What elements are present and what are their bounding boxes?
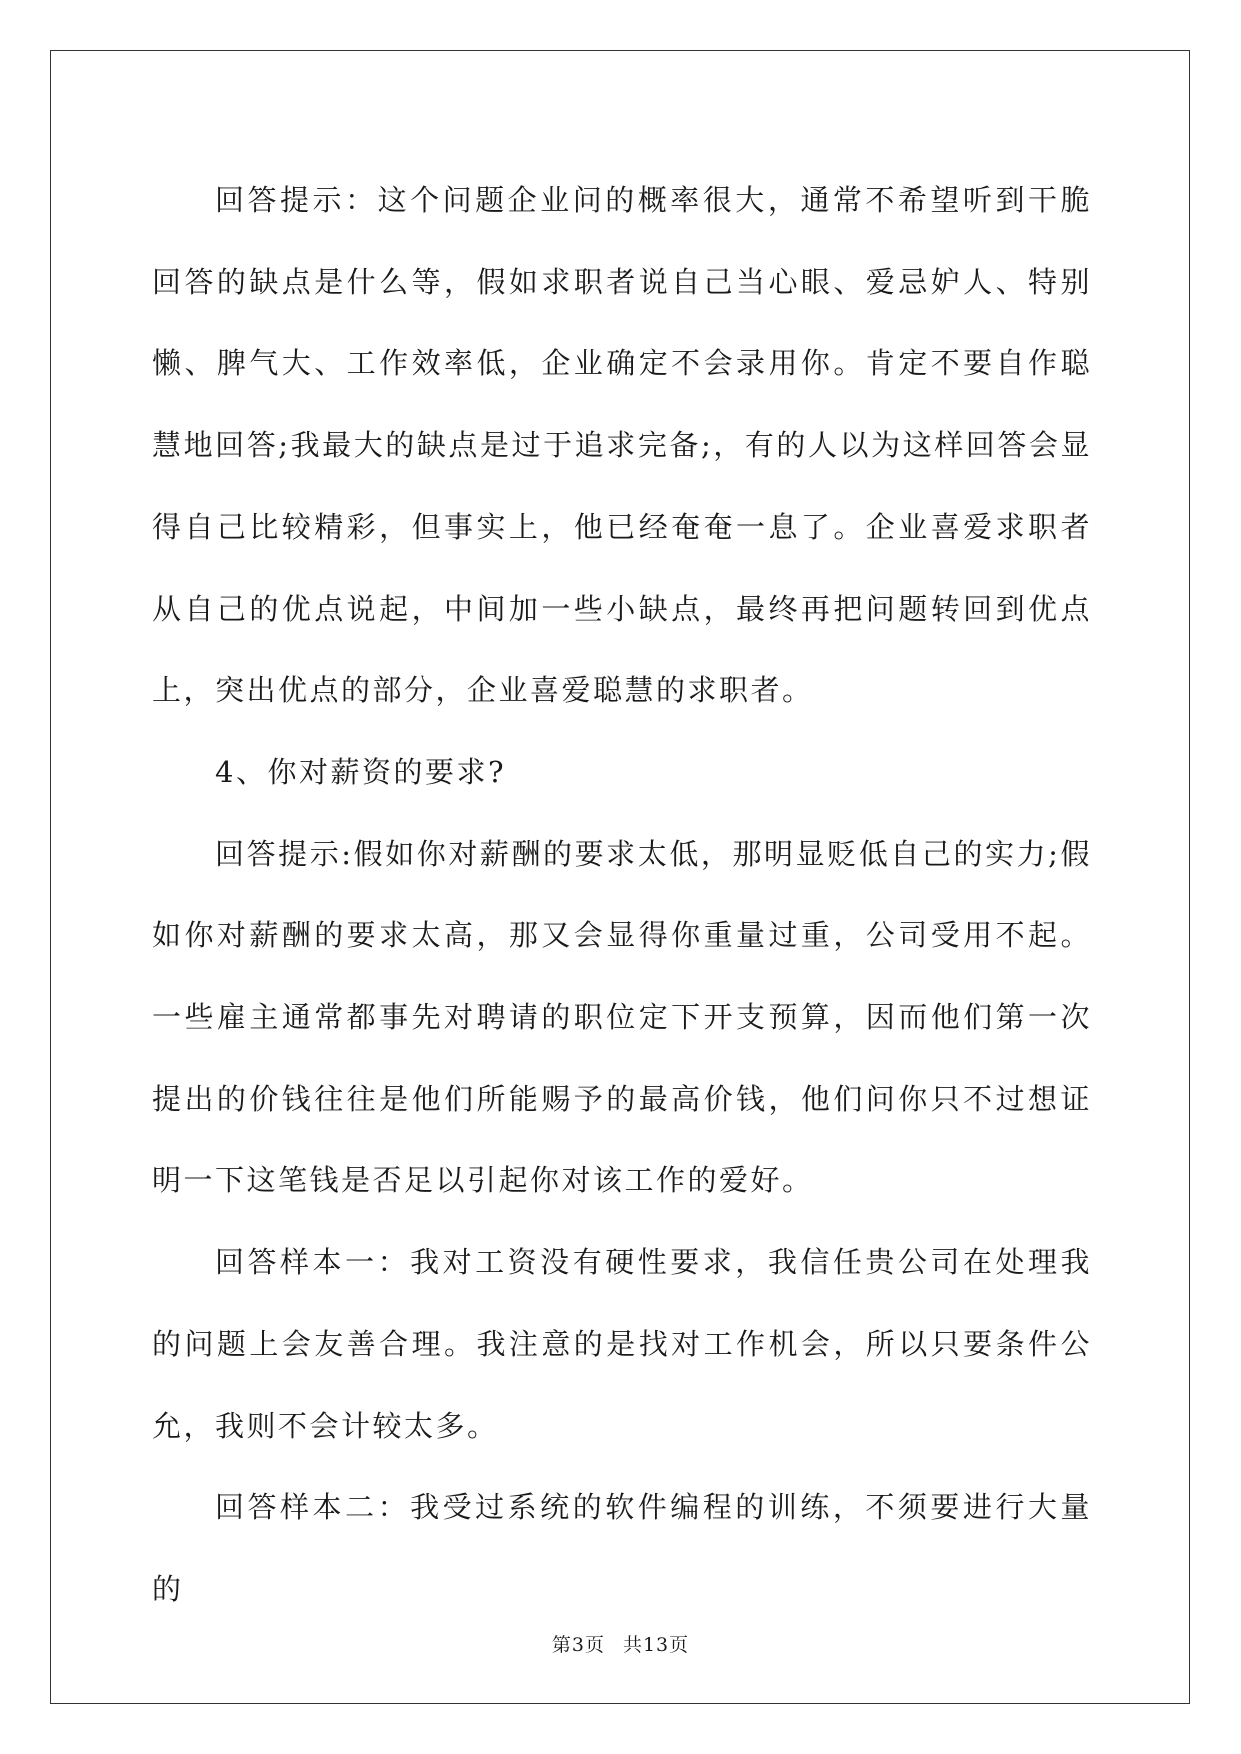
paragraph-sample-answer-two: 回答样本二：我受过系统的软件编程的训练，不须要进行大量的 (152, 1490, 1092, 1606)
page-number: 第3页 (551, 1634, 605, 1656)
paragraph-sample-answer-one: 回答样本一：我对工资没有硬性要求，我信任贵公司在处理我的问题上会友善合理。我注意的是找对工作机会，所以只要条件公允，我则不会计较太多。 (152, 1245, 1092, 1443)
paragraph-answer-tip-weakness: 回答提示：这个问题企业问的概率很大，通常不希望听到干脆回答的缺点是什么等，假如求职者说自己当心眼、爱忌妒人、特别懒、脾气大、工作效率低，企业确定不会录用你。肯定不要自作聪慧地回答;我最大的缺点是过于追求完备;，有的人以为这样回答会显得自己比较精彩，但事实上，他已经奄奄一息了。企业喜爱求职者从自己的优点说起，中间加一些小缺点，最终再把问题转回到优点上，突出优点的部分，企业喜爱聪慧的求职者。 (152, 183, 1092, 708)
paragraph-answer-tip-salary: 回答提示:假如你对薪酬的要求太低，那明显贬低自己的实力;假如你对薪酬的要求太高，那又会显得你重量过重，公司受用不起。一些雇主通常都事先对聘请的职位定下开支预算，因而他们第一次提出的价钱往往是他们所能赐予的最高价钱，他们问你只不过想证明一下这笔钱是否足以引起你对该工作的爱好。 (152, 836, 1092, 1198)
page-footer (0, 1630, 1241, 1657)
document-body (152, 160, 1092, 1631)
page-total: 共13页 (622, 1634, 690, 1656)
paragraph-question-salary: 4、你对薪资的要求? (215, 754, 506, 789)
